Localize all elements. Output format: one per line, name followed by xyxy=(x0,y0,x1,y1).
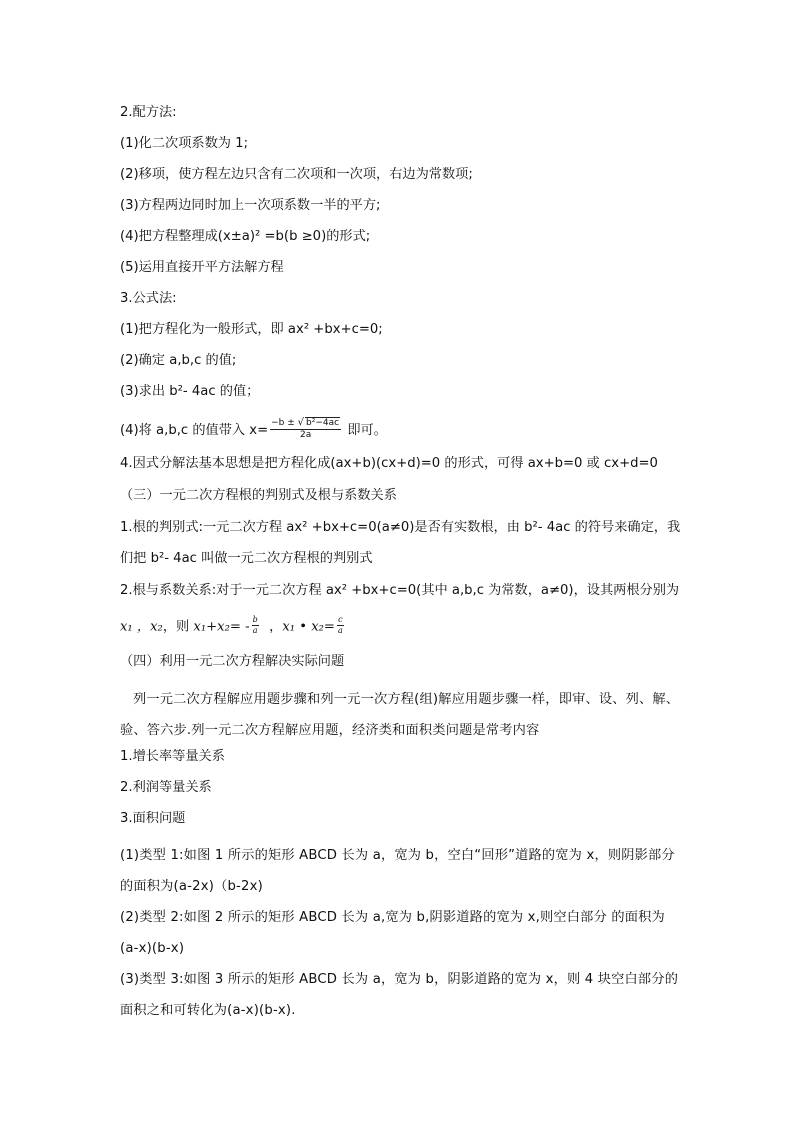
section2-step4: (4)把方程整理成(x±a)² =b(b ≥0)的形式; xyxy=(120,229,371,244)
formula-num-prefix: −b ± xyxy=(271,418,295,428)
section4-text: 4.因式分解法基本思想是把方程化成(ax+b)(cx+d)=0 的形式，可得 ax+b=0 或 cx+d=0 xyxy=(120,456,658,471)
section2-step3: (3)方程两边同时加上一次项系数一半的平方; xyxy=(120,198,381,213)
sum-denominator: a xyxy=(252,626,258,635)
section3-step3: (3)求出 b²- 4ac 的值； xyxy=(120,384,260,399)
section2-heading: 2.配方法: xyxy=(120,105,177,120)
step4-prefix: (4)将 a,b,c 的值带入 x= xyxy=(120,423,269,438)
vieta-then: ，则 xyxy=(162,619,190,635)
formula-denominator: 2a xyxy=(300,430,312,440)
vieta-product-fraction xyxy=(337,615,344,636)
step4-suffix: 即可。 xyxy=(347,423,387,438)
vieta-line2 xyxy=(120,616,680,638)
product-denominator: a xyxy=(337,626,343,635)
discriminant-line2: 们把 b²- 4ac 叫做一元二次方程根的判别式 xyxy=(120,551,373,566)
part4-heading: （四）利用一元二次方程解决实际问题 xyxy=(120,654,345,669)
section2-step1: (1)化二次项系数为 1; xyxy=(120,136,249,151)
vieta-roots: x₁ ，x₂ xyxy=(120,619,163,635)
vieta-product: x₁ • x₂= xyxy=(282,619,335,635)
part4-intro: 列一元二次方程解应用题步骤和列一元一次方程(组)解应用题步骤一样，即审、设、列、解、验、答六步.列一元二次方程解应用题，经济类和面积类问题是常考内容 xyxy=(120,692,680,738)
formula-radicand: b²−4ac xyxy=(306,418,340,428)
discriminant-line1: 1.根的判别式:一元二次方程 ax² +bx+c=0(a≠0)是否有实数根，由 b²- 4ac 的符号来确定，我 xyxy=(120,520,681,535)
product-numerator: c xyxy=(338,615,343,624)
sum-numerator: b xyxy=(252,615,258,624)
area-type2: (2)类型 2:如图 2 所示的矩形 ABCD 长为 a,宽为 b,阴影道路的宽为 x,则空白部分 的面积为(a-x)(b-x) xyxy=(120,910,665,956)
section3-step4 xyxy=(120,418,680,442)
part3-heading: （三）一元二次方程根的判别式及根与系数关系 xyxy=(120,488,397,503)
section2-step5: (5)运用直接开平方法解方程 xyxy=(120,260,284,275)
part4-item1: 1.增长率等量关系 xyxy=(120,749,225,764)
vieta-separator: ， xyxy=(269,619,283,635)
vieta-sum: x₁+x₂= - xyxy=(193,619,250,635)
vieta-line1: 2.根与系数关系:对于一元二次方程 ax² +bx+c=0(其中 a,b,c 为常数，a≠0)，设其两根分别为 xyxy=(120,583,680,598)
formula-numerator xyxy=(270,417,341,430)
section3-heading: 3.公式法: xyxy=(120,291,177,306)
vieta-sum-fraction xyxy=(252,615,259,636)
section3-step1: (1)把方程化为一般形式，即 ax² +bx+c=0; xyxy=(120,322,383,337)
area-type3: (3)类型 3:如图 3 所示的矩形 ABCD 长为 a，宽为 b，阴影道路的宽为 x，则 4 块空白部分的面积之和可转化为(a-x)(b-x). xyxy=(120,972,679,1018)
quadratic-formula xyxy=(270,417,341,441)
sqrt-icon: √ xyxy=(297,417,305,428)
section2-step2: (2)移项，使方程左边只含有二次项和一次项，右边为常数项; xyxy=(120,167,473,182)
section3-step2: (2)确定 a,b,c 的值; xyxy=(120,353,237,368)
area-type1: (1)类型 1:如图 1 所示的矩形 ABCD 长为 a，宽为 b，空白“回形”道路的宽为 x，则阴影部分的面积为(a-2x)（b-2x) xyxy=(120,848,675,894)
part4-item3: 3.面积问题 xyxy=(120,811,186,826)
part4-item2: 2.利润等量关系 xyxy=(120,780,212,795)
